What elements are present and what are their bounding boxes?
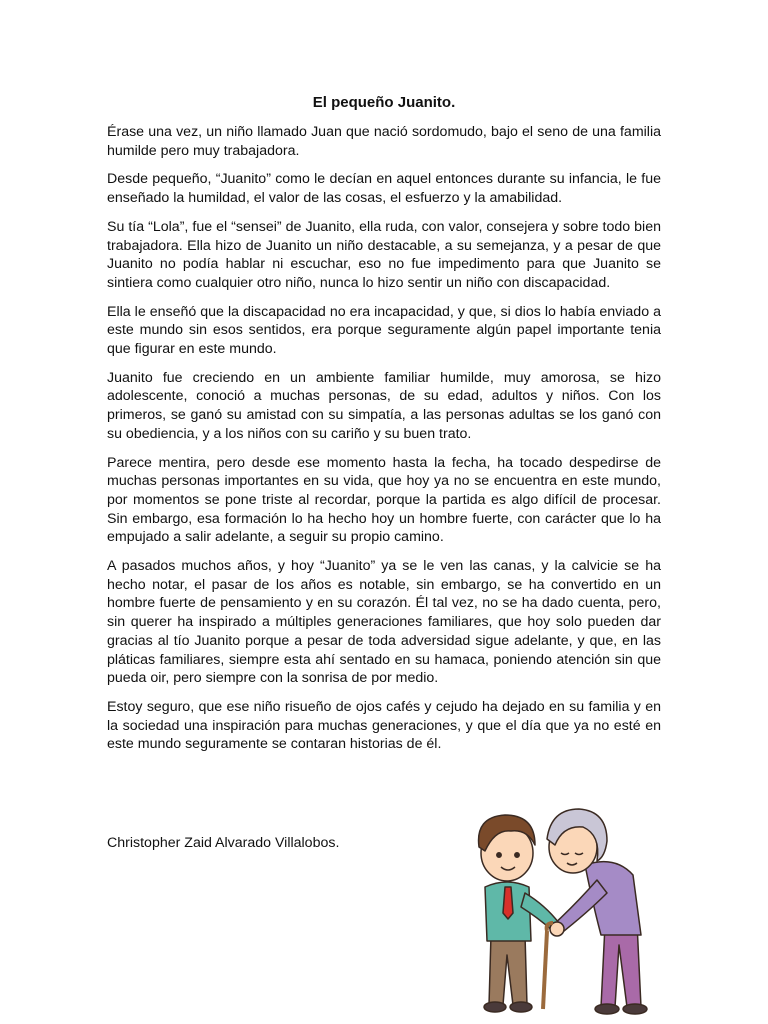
author-signature: Christopher Zaid Alvarado Villalobos. bbox=[107, 835, 340, 851]
paragraph-4: Ella le enseñó que la discapacidad no era incapacidad, y que, si dios lo había enviado a este mundo sin esos sentidos, era porque seguramente algún papel importante tenia que figurar en este mundo. bbox=[107, 303, 661, 358]
paragraph-2: Desde pequeño, “Juanito” como le decían en aquel entonces durante su infancia, le fue enseñado la humildad, el valor de las cosas, el esfuerzo y la amabilidad. bbox=[107, 171, 661, 207]
paragraph-8: Estoy seguro, que ese niño risueño de ojos cafés y cejudo ha dejado en su familia y en la sociedad una inspiración para muchas generaciones, y que el día que ya no esté en este mundo seguramente se contaran historias de él. bbox=[107, 698, 661, 753]
document-title: El pequeño Juanito. bbox=[312, 94, 456, 111]
paragraph-3: Su tía “Lola”, fue el “sensei” de Juanito, ella ruda, con valor, consejera y sobre todo bien trabajadora. Ella hizo de Juanito un niño destacable, a su semejanza, y a pesar de que Juanito no podía hablar ni escuchar, eso no fue impedimento para que Juanito se sintiera como cualquier otro niño, nunca lo hizo sentir un niño con discapacidad. bbox=[107, 218, 661, 291]
paragraph-7: A pasados muchos años, y hoy “Juanito” ya se le ven las canas, y la calvicie se ha hecho notar, el pasar de los años es notable, sin embargo, se ha convertido en un hombre fuerte de pensamiento y en su corazón. Él tal vez, no se ha dado cuenta, pero, sin querer ha inspirado a múltiples generaciones familiares, que hoy solo pueden dar gracias al tío Juanito porque a pesar de toda adversidad sigue adelante, y que, en las pláticas familiares, siempre esta ahí sentado en su hamaca, poniendo atención sin que pueda oir, pero siempre con la sonrisa de por medio. bbox=[107, 558, 661, 687]
paragraph-5: Juanito fue creciendo en un ambiente familiar humilde, muy amorosa, se hizo adolescente, conoció a muchas personas, de su edad, adultos y niños. Con los primeros, se ganó su amistad con su simpatía, a las personas adultas se los ganó con su obediencia, y a los niños con su cariño y su buen trato. bbox=[107, 369, 661, 442]
document-body bbox=[107, 93, 661, 764]
paragraph-1: Érase una vez, un niño llamado Juan que nació sordomudo, bajo el seno de una familia humilde pero muy trabajadora. bbox=[107, 124, 661, 159]
paragraph-6: Parece mentira, pero desde ese momento hasta la fecha, ha tocado despedirse de muchas personas importantes en su vida, que hoy ya no se encuentra en este mundo, por momentos se pone triste al recordar, porque la partida es algo difícil de procesar. Sin embargo, esa formación lo ha hecho hoy un hombre fuerte, con carácter que lo ha empujado a salir adelante, a seguir su propio camino. bbox=[107, 454, 661, 546]
boy-helping-elder-illustration bbox=[455, 795, 665, 1015]
